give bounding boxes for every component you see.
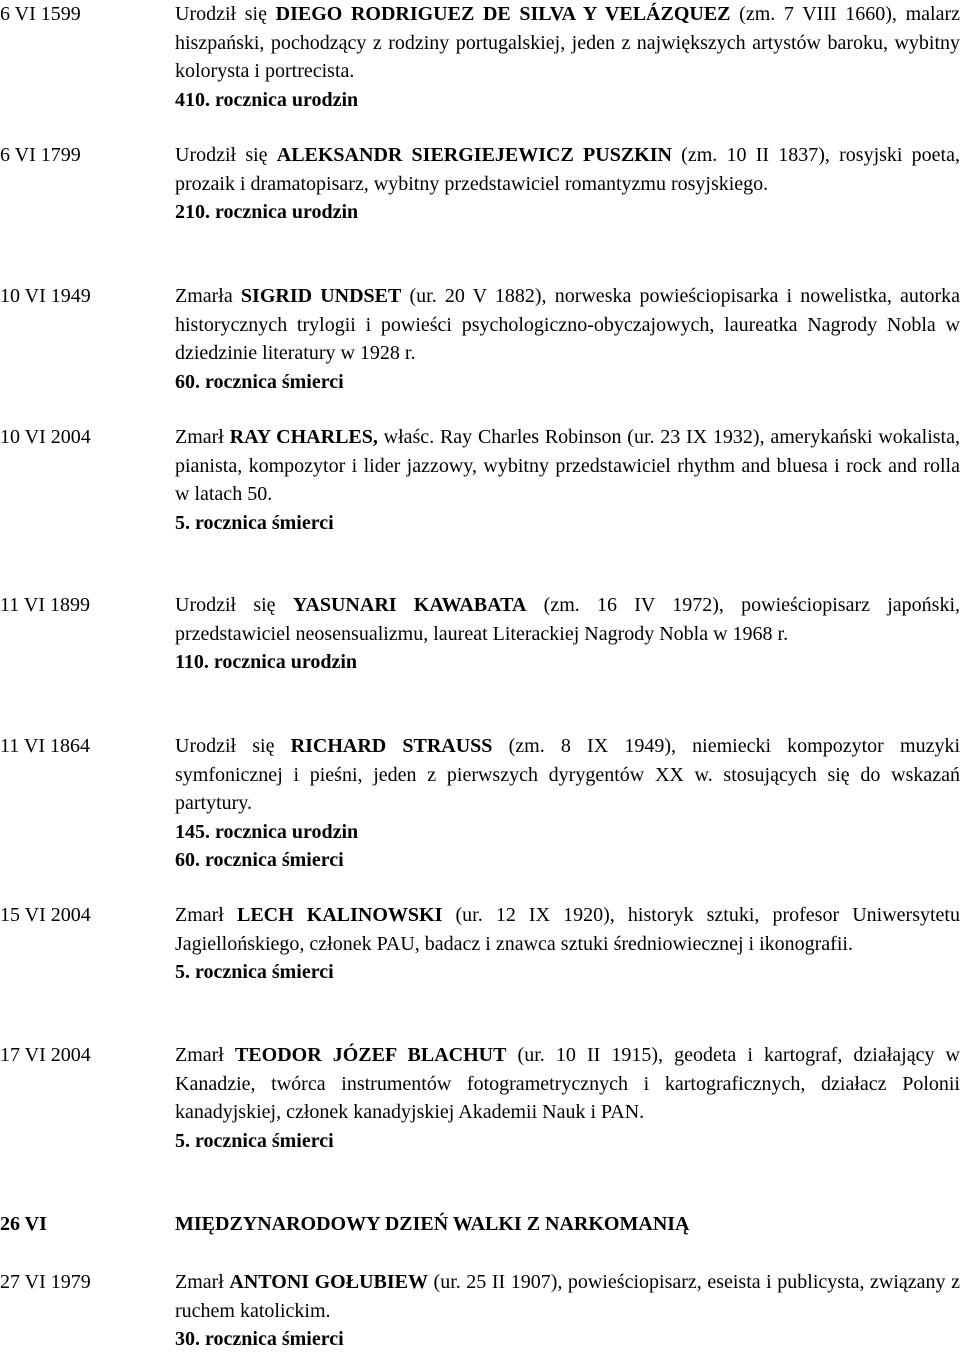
description-text: (ur. 25 II 1907), powieściopisarz, eseista i publicysta, związany z ruchem katolickim. (175, 1271, 960, 1322)
description-prefix: Urodził się (175, 735, 291, 757)
entry-description (175, 1268, 960, 1325)
entry-date: 10 VI 2004 (0, 426, 91, 448)
person-name: RICHARD STRAUSS (290, 735, 493, 757)
entry-content (175, 591, 960, 677)
entry-content (175, 901, 960, 987)
calendar-entry (0, 1041, 960, 1155)
entry-date: 11 VI 1899 (0, 594, 90, 616)
description-prefix: Zmarł (175, 426, 230, 448)
entry-description (175, 0, 960, 86)
person-name: TEODOR JÓZEF BLACHUT (234, 1044, 507, 1066)
entry-content (175, 282, 960, 396)
entry-description (175, 901, 960, 958)
person-name: DIEGO RODRIGUEZ DE SILVA Y VELÁZQUEZ (275, 3, 731, 25)
entry-content (175, 1210, 960, 1239)
person-name: ANTONI GOŁUBIEW (229, 1271, 428, 1293)
person-name: SIGRID UNDSET (240, 285, 402, 307)
description-prefix: Zmarła (175, 285, 241, 307)
entry-date: 27 VI 1979 (0, 1271, 91, 1293)
calendar-entry (0, 732, 960, 875)
description-prefix: Zmarł (175, 904, 237, 926)
calendar-entry (0, 282, 960, 396)
entry-date: 6 VI 1599 (0, 3, 81, 25)
anniversary-label: 60. rocznica śmierci (175, 849, 344, 872)
description-text: (ur. 10 II 1915), geodeta i kartograf, działający w Kanadzie, twórca instrumentów fotogrametrycznych i kartograficznych, działacz Polonii kanadyjskiej, członek kanadyjskiej Akademii Nauk i PAN. (175, 1044, 960, 1124)
anniversary-label: 5. rocznica śmierci (175, 1129, 334, 1152)
anniversary-label: 110. rocznica urodzin (175, 651, 358, 674)
description-text: (zm. 10 II 1837), rosyjski poeta, prozaik i dramatopisarz, wybitny przedstawiciel romantyzmu rosyjskiego. (175, 144, 960, 195)
entry-date: 15 VI 2004 (0, 904, 91, 926)
entry-date: 26 VI (0, 1213, 47, 1235)
description-text: (zm. 8 IX 1949), niemiecki kompozytor muzyki symfonicznej i pieśni, jeden z pierwszych dyrygentów XX w. stosujących się do wskazań partytury. (175, 735, 960, 815)
entry-date: 10 VI 1949 (0, 285, 91, 307)
person-name: LECH KALINOWSKI (236, 904, 443, 926)
anniversary-label: 30. rocznica śmierci (175, 1328, 344, 1351)
observance-name: MIĘDZYNARODOWY DZIEŃ WALKI Z NARKOMANIĄ (175, 1213, 690, 1235)
anniversary-label: 5. rocznica śmierci (175, 511, 334, 534)
calendar-entry (0, 423, 960, 537)
description-prefix: Zmarł (175, 1044, 235, 1066)
anniversary-label: 5. rocznica śmierci (175, 961, 334, 984)
description-prefix: Urodził się (175, 594, 293, 616)
description-text: właśc. Ray Charles Robinson (ur. 23 IX 1932), amerykański wokalista, pianista, kompozytor i lider jazzowy, wybitny przedstawiciel rhythm and bluesa i rock and rolla w latach 50. (175, 426, 960, 506)
calendar-entry (0, 1268, 960, 1354)
calendar-entry-observance (0, 1210, 960, 1239)
entry-content (175, 732, 960, 875)
calendar-entry (0, 901, 960, 987)
entry-content (175, 1268, 960, 1354)
anniversary-label: 145. rocznica urodzin (175, 820, 359, 843)
description-prefix: Zmarł (175, 1271, 230, 1293)
entry-date: 6 VI 1799 (0, 144, 81, 166)
entry-content (175, 141, 960, 227)
entry-date: 17 VI 2004 (0, 1044, 91, 1066)
entry-description (175, 141, 960, 198)
description-prefix: Urodził się (175, 3, 276, 25)
anniversary-label: 60. rocznica śmierci (175, 370, 344, 393)
calendar-entry (0, 141, 960, 227)
entry-description (175, 1210, 960, 1239)
entry-content (175, 423, 960, 537)
description-text: (ur. 12 IX 1920), historyk sztuki, profesor Uniwersytetu Jagiellońskiego, członek PAU, badacz i znawca sztuki średniowiecznej i ikonografii. (175, 904, 960, 955)
person-name: ALEKSANDR SIERGIEJEWICZ PUSZKIN (276, 144, 672, 166)
calendar-entry (0, 0, 960, 114)
description-prefix: Urodził się (175, 144, 277, 166)
anniversary-label: 410. rocznica urodzin (175, 88, 359, 111)
entry-content (175, 0, 960, 114)
calendar-entry (0, 591, 960, 677)
person-name: YASUNARI KAWABATA (292, 594, 527, 616)
entry-description (175, 1041, 960, 1127)
entry-description (175, 732, 960, 818)
entry-date: 11 VI 1864 (0, 735, 90, 757)
description-text: (zm. 16 IV 1972), powieściopisarz japoński, przedstawiciel neosensualizmu, laureat Literackiej Nagrody Nobla w 1968 r. (175, 594, 960, 645)
description-text: (ur. 20 V 1882), norweska powieściopisarka i nowelistka, autorka historycznych trylogii i powieści psychologiczno-obyczajowych, laureatka Nagrody Nobla w dziedzinie literatury w 1928 r. (175, 285, 960, 365)
entry-description (175, 282, 960, 368)
entry-description (175, 591, 960, 648)
person-name: RAY CHARLES, (229, 426, 378, 448)
entry-description (175, 423, 960, 509)
anniversary-label: 210. rocznica urodzin (175, 201, 359, 224)
entry-content (175, 1041, 960, 1155)
description-text: (zm. 7 VIII 1660), malarz hiszpański, pochodzący z rodziny portugalskiej, jeden z największych artystów baroku, wybitny kolorysta i portrecista. (175, 3, 960, 83)
